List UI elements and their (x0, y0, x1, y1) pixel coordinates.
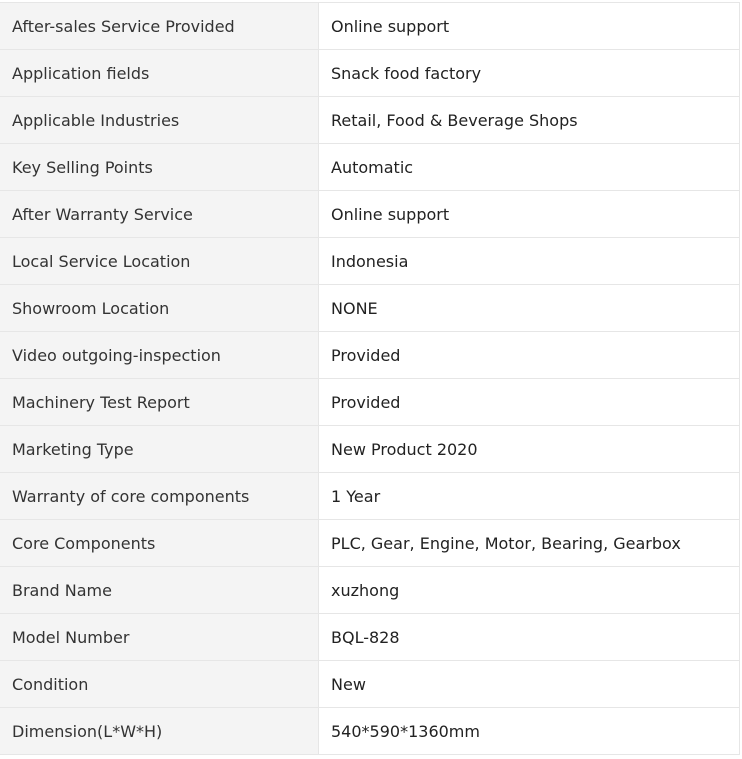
spec-value: 540*590*1360mm (319, 708, 740, 754)
spec-key: Dimension(L*W*H) (0, 708, 319, 754)
spec-row-after-sales-service (0, 3, 740, 50)
spec-value: New (319, 661, 740, 707)
spec-key: After Warranty Service (0, 191, 319, 237)
spec-value: Online support (319, 3, 740, 49)
spec-value: BQL-828 (319, 614, 740, 660)
spec-row-application-fields (0, 50, 740, 97)
spec-value: 1 Year (319, 473, 740, 519)
spec-row-dimension (0, 708, 740, 755)
spec-row-machinery-test-report (0, 379, 740, 426)
spec-value: Provided (319, 379, 740, 425)
spec-value: xuzhong (319, 567, 740, 613)
spec-row-brand-name (0, 567, 740, 614)
spec-row-condition (0, 661, 740, 708)
spec-key: Warranty of core components (0, 473, 319, 519)
spec-key: Model Number (0, 614, 319, 660)
spec-value: New Product 2020 (319, 426, 740, 472)
spec-key: After-sales Service Provided (0, 3, 319, 49)
spec-key: Core Components (0, 520, 319, 566)
spec-row-model-number (0, 614, 740, 661)
spec-row-after-warranty-service (0, 191, 740, 238)
spec-value: Retail, Food & Beverage Shops (319, 97, 740, 143)
spec-row-local-service-location (0, 238, 740, 285)
spec-row-showroom-location (0, 285, 740, 332)
spec-value: PLC, Gear, Engine, Motor, Bearing, Gearbox (319, 520, 740, 566)
product-spec-table (0, 2, 740, 755)
spec-row-warranty-core-components (0, 473, 740, 520)
spec-value: NONE (319, 285, 740, 331)
spec-row-video-outgoing-inspection (0, 332, 740, 379)
spec-value: Automatic (319, 144, 740, 190)
spec-row-key-selling-points (0, 144, 740, 191)
spec-value: Provided (319, 332, 740, 378)
spec-key: Video outgoing-inspection (0, 332, 319, 378)
spec-key: Machinery Test Report (0, 379, 319, 425)
spec-key: Brand Name (0, 567, 319, 613)
spec-key: Key Selling Points (0, 144, 319, 190)
spec-key: Showroom Location (0, 285, 319, 331)
spec-key: Local Service Location (0, 238, 319, 284)
spec-value: Indonesia (319, 238, 740, 284)
spec-key: Applicable Industries (0, 97, 319, 143)
spec-key: Application fields (0, 50, 319, 96)
spec-value: Snack food factory (319, 50, 740, 96)
spec-row-marketing-type (0, 426, 740, 473)
spec-value: Online support (319, 191, 740, 237)
spec-key: Condition (0, 661, 319, 707)
spec-row-applicable-industries (0, 97, 740, 144)
spec-row-core-components (0, 520, 740, 567)
spec-key: Marketing Type (0, 426, 319, 472)
